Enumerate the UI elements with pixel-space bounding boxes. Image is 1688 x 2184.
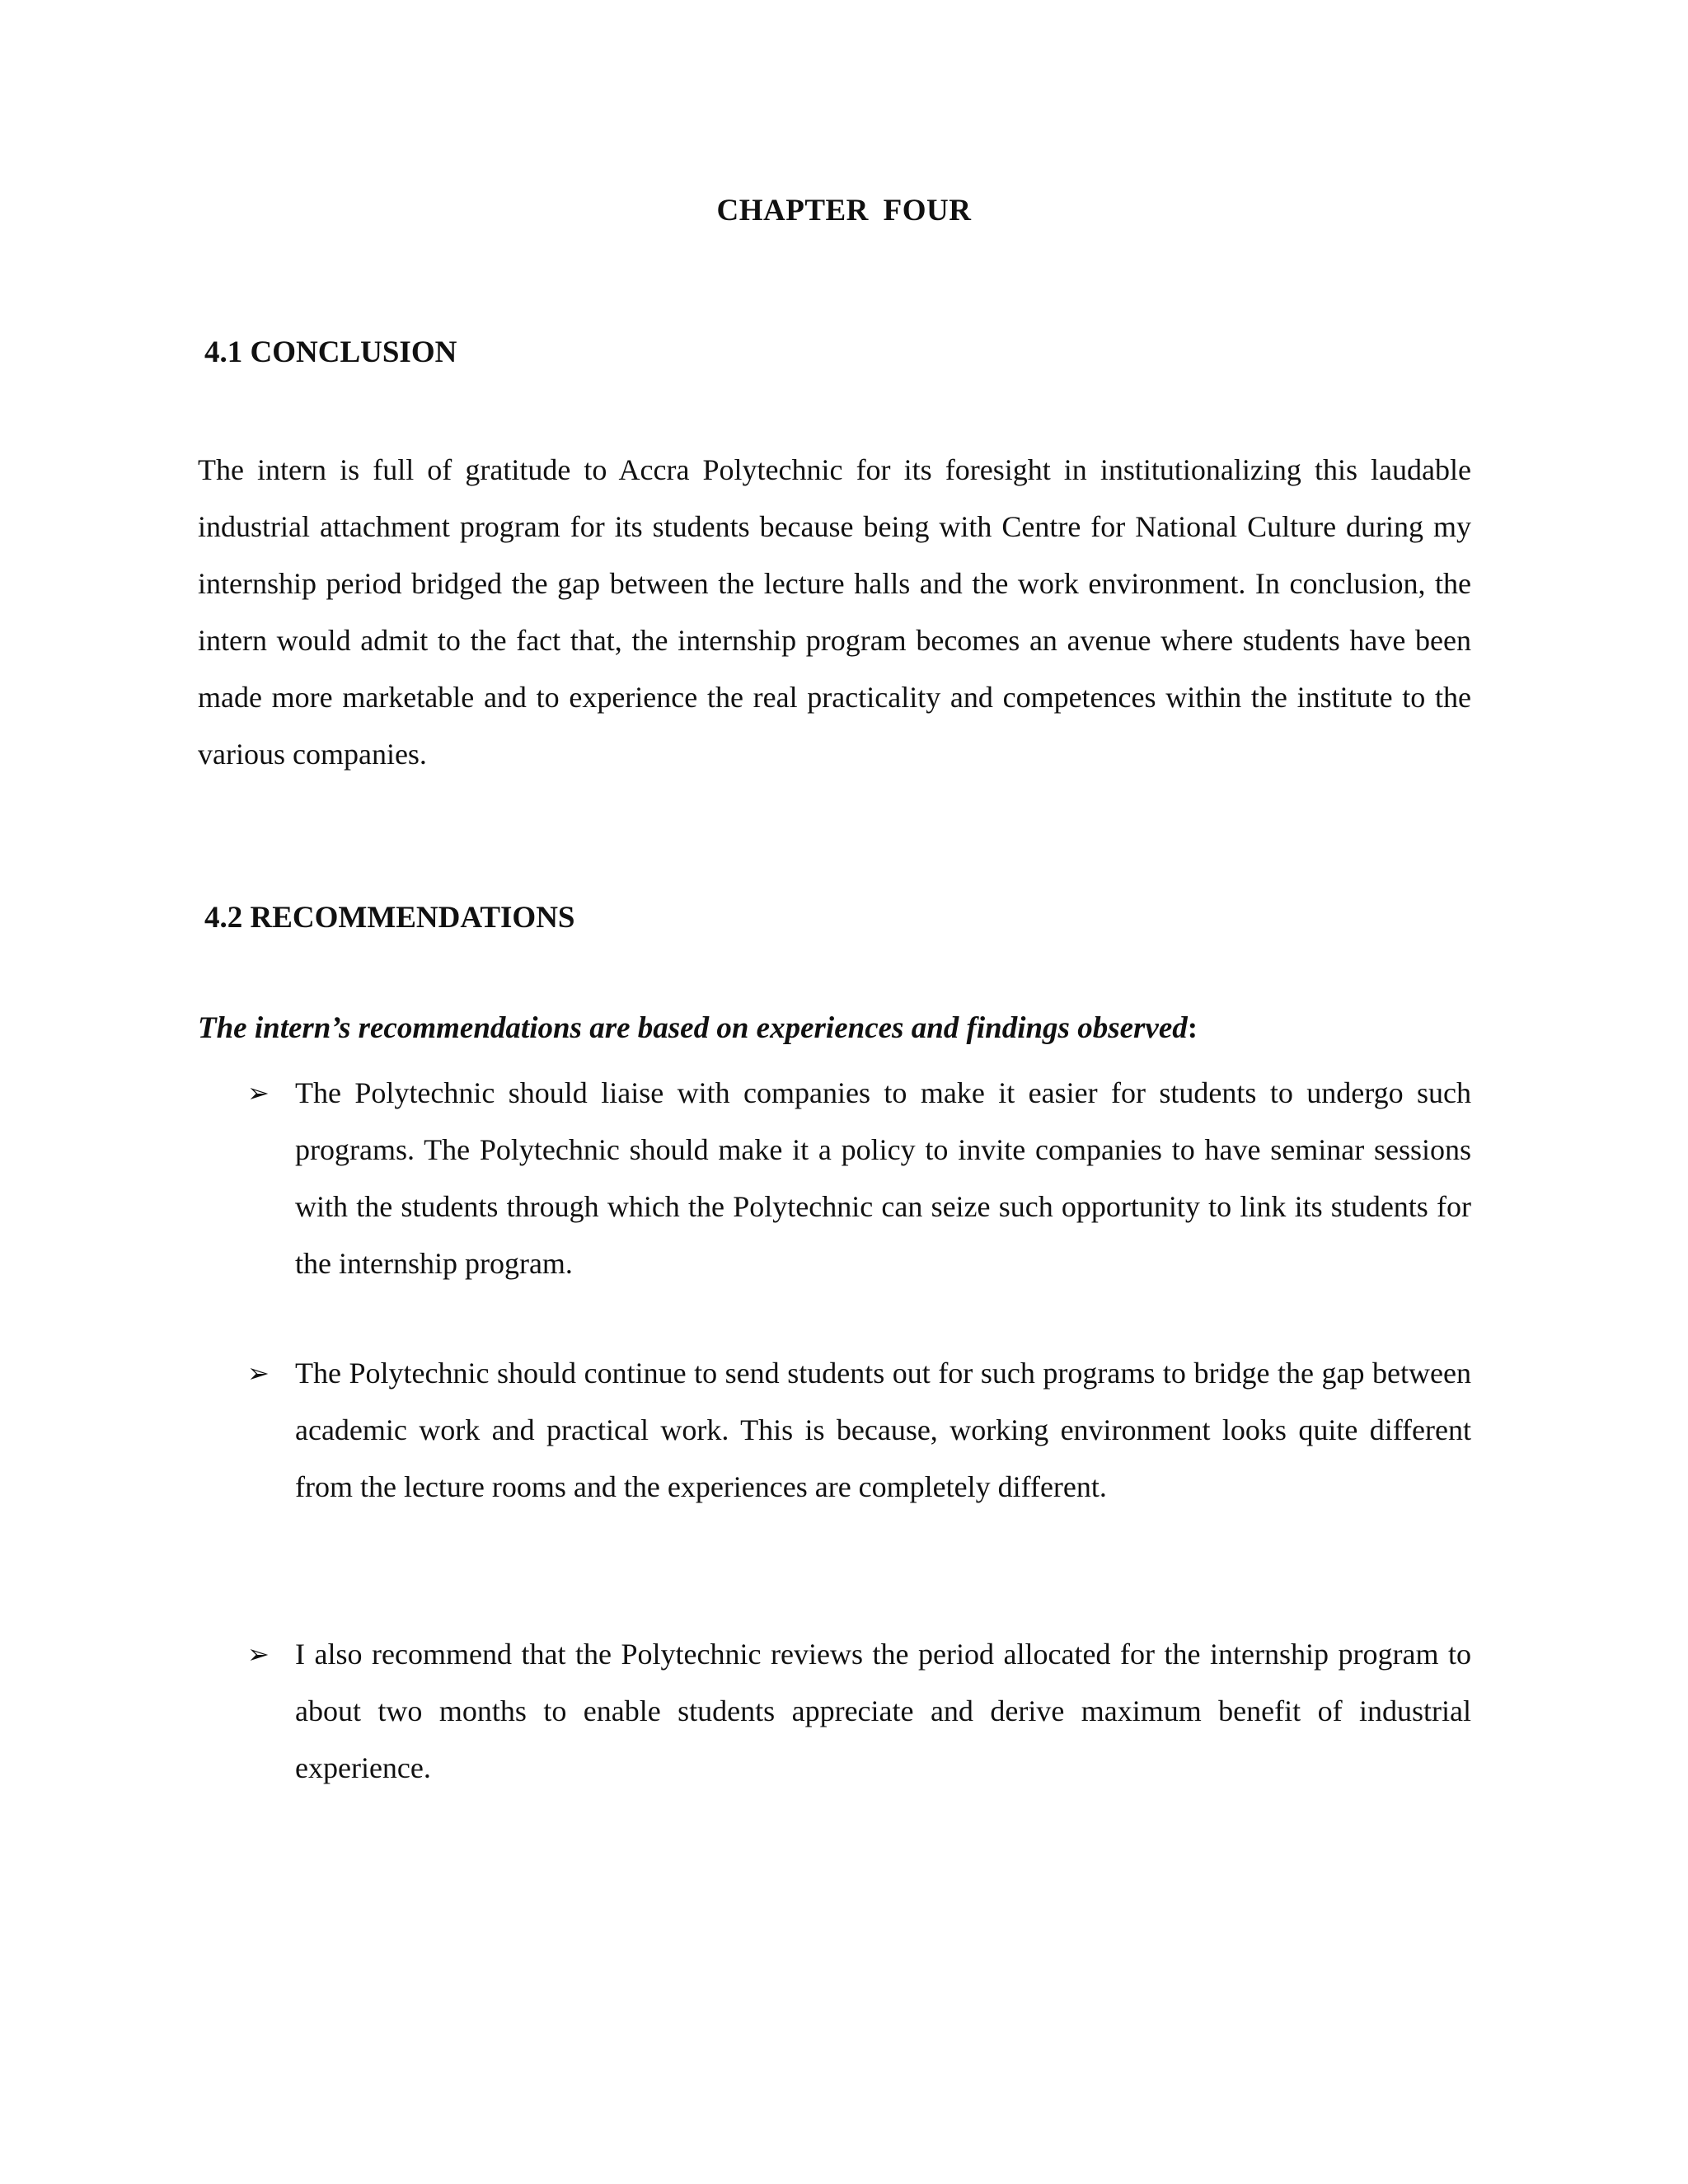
arrow-bullet-icon: ➢ (247, 1638, 270, 1670)
chapter-title: CHAPTER FOUR (716, 194, 972, 227)
recommendations-intro-text: The intern’s recommendations are based on experiences and findings observed (198, 1011, 1188, 1045)
recommendations-heading: 4.2 RECOMMENDATIONS (204, 901, 575, 935)
arrow-bullet-icon: ➢ (247, 1077, 270, 1108)
conclusion-heading: 4.1 CONCLUSION (204, 335, 457, 369)
conclusion-paragraph: The intern is full of gratitude to Accra Polytechnic for its foresight in institutionalizing this laudable industrial attachment program for its students because being with Centre for National Culture during my internship period bridged the gap between the lecture halls and the work environment. In conclusion, the intern would admit to the fact that, the internship program becomes an avenue where students have been made more marketable and to experience the real practicality and competences within the institute to the various companies. (198, 453, 1471, 771)
recommendation-text: The Polytechnic should liaise with companies to make it easier for students to undergo such programs. The Polytechnic should make it a policy to invite companies to have seminar sessions with the students through which the Polytechnic can seize such opportunity to link its students for the internship program. (295, 1076, 1471, 1280)
arrow-bullet-icon: ➢ (247, 1357, 270, 1389)
recommendation-text: The Polytechnic should continue to send students out for such programs to bridge the gap between academic work and practical work. This is because, working environment looks quite different from the lecture rooms and the experiences are completely different. (295, 1357, 1471, 1503)
recommendations-intro-colon: : (1187, 1011, 1198, 1045)
recommendation-text: I also recommend that the Polytechnic reviews the period allocated for the internship program to about two months to enable students appreciate and derive maximum benefit of industrial experience. (295, 1638, 1471, 1784)
recommendations-intro (198, 1010, 1198, 1046)
